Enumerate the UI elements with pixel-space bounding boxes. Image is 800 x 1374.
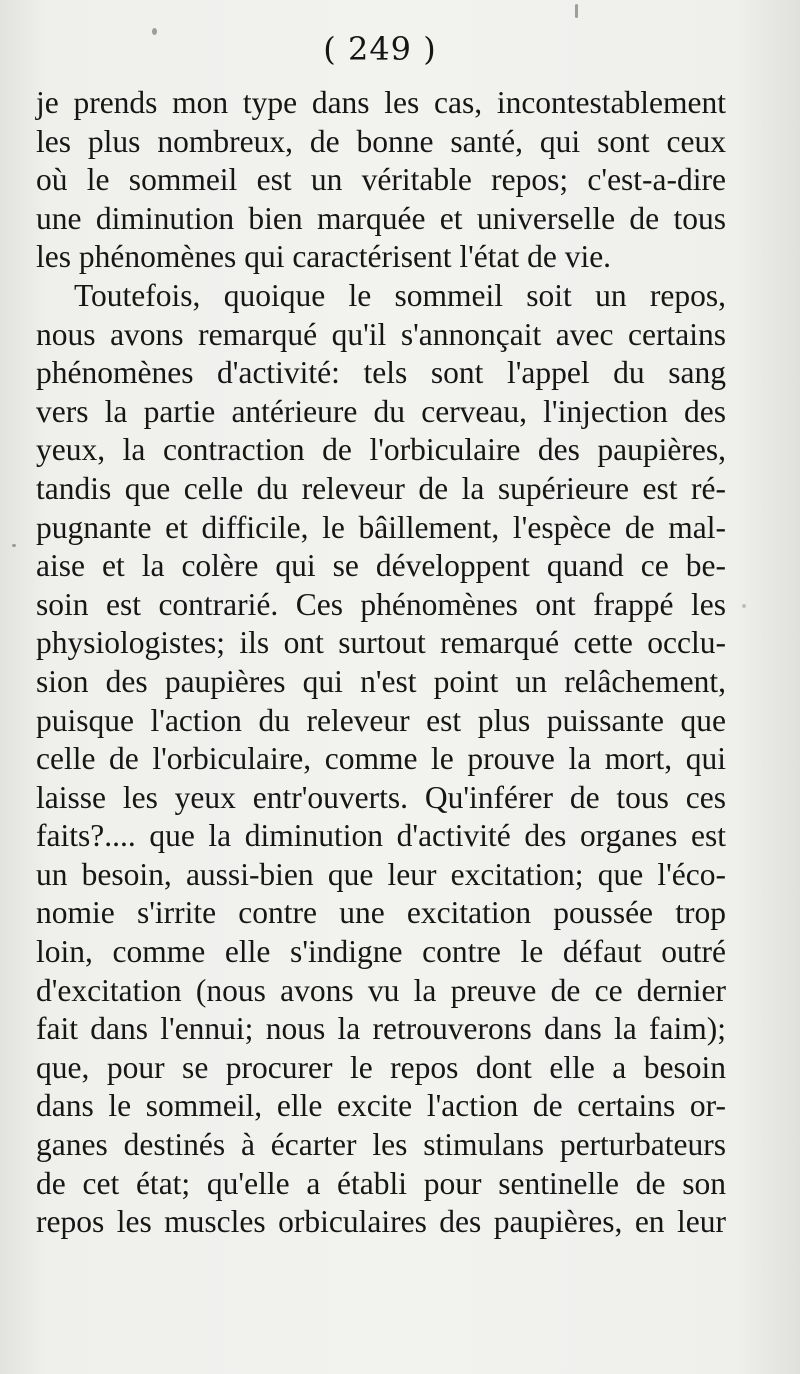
text-line: que, pour se procurer le repos dont elle a besoin	[36, 1049, 726, 1085]
text-line: les phénomènes qui caractérisent l'état de vie.	[36, 239, 612, 275]
text-line: phénomènes d'activité: tels sont l'appel du sang	[36, 355, 726, 391]
text-line: une diminution bien marquée et universelle de tous	[36, 200, 726, 236]
text-line: tandis que celle du releveur de la supérieure est ré-	[36, 470, 726, 506]
page-number: ( 249 )	[323, 30, 437, 68]
body-text	[36, 84, 726, 1242]
ink-speck	[742, 604, 746, 608]
text-line: loin, comme elle s'indigne contre le défaut outré	[36, 934, 726, 970]
text-line: soin est contrarié. Ces phénomènes ont frappé les	[36, 586, 726, 622]
text-line: ganes destinés à écarter les stimulans perturbateurs	[36, 1127, 726, 1163]
ink-speck	[12, 544, 16, 547]
text-line: nous avons remarqué qu'il s'annonçait avec certains	[36, 316, 726, 352]
text-line: je prends mon type dans les cas, incontestablement	[36, 85, 726, 120]
text-line: d'excitation (nous avons vu la preuve de ce dernier	[36, 972, 726, 1008]
text-line: nomie s'irrite contre une excitation poussée trop	[36, 895, 726, 931]
ink-speck	[575, 4, 578, 18]
text-line: de cet état; qu'elle a établi pour sentinelle de son	[36, 1165, 726, 1201]
text-line: où le sommeil est un véritable repos; c'est-a-dire	[36, 162, 726, 198]
text-line: physiologistes; ils ont surtout remarqué cette occlu-	[36, 625, 726, 661]
text-line: dans le sommeil, elle excite l'action de certains or-	[36, 1088, 726, 1124]
text-line: repos les muscles orbiculaires des paupières, en leur	[36, 1204, 726, 1240]
text-line: aise et la colère qui se développent quand ce be-	[36, 548, 726, 584]
text-line: sion des paupières qui n'est point un relâchement,	[36, 663, 726, 699]
text-line: les plus nombreux, de bonne santé, qui sont ceux	[36, 123, 726, 159]
text-line: puisque l'action du releveur est plus puissante que	[36, 702, 726, 738]
text-line: pugnante et difficile, le bâillement, l'espèce de mal-	[36, 509, 726, 545]
text-line: fait dans l'ennui; nous la retrouverons dans la faim);	[36, 1011, 726, 1047]
text-line: celle de l'orbiculaire, comme le prouve la mort, qui	[36, 741, 726, 777]
text-line: faits?.... que la diminution d'activité des organes est	[36, 818, 726, 854]
text-line: Toutefois, quoique le sommeil soit un repos,	[74, 277, 726, 313]
text-line: yeux, la contraction de l'orbiculaire des paupières,	[36, 432, 726, 468]
text-line: vers la partie antérieure du cerveau, l'injection des	[36, 393, 726, 429]
text-line: un besoin, aussi-bien que leur excitation; que l'éco-	[36, 856, 726, 892]
text-line: laisse les yeux entr'ouverts. Qu'inférer de tous ces	[36, 779, 726, 815]
